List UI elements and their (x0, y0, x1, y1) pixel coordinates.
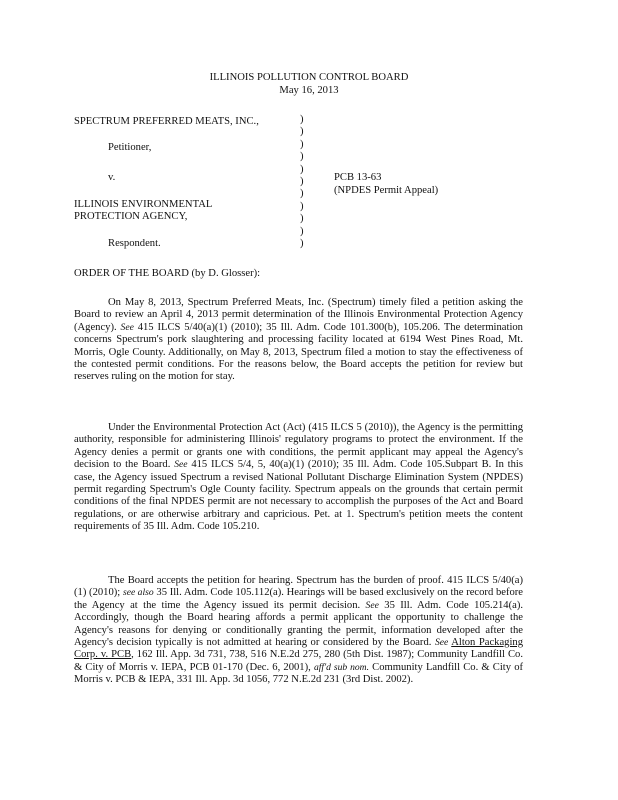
paragraph-3-text: Community Landfill Co. & City of Morris v. PCB & IEPA, 331 Ill. App. 3d 1056, 772 N.E.2d 231 (3rd Dist. 2002). (74, 661, 524, 686)
versus-label: v. (108, 172, 116, 183)
order-heading: ORDER OF THE BOARD (by D. Glosser): (74, 268, 261, 279)
respondent-name-line2: PROTECTION AGENCY, (74, 211, 188, 222)
paragraph-3-text: , 162 Ill. App. 3d 731, 738, 516 N.E.2d 275, 280 (5th Dist. 1987); Community Landfill Co. & City of Morris v. IEPA, PCB 01-170 (Dec. 6, 2001), (74, 649, 523, 673)
case-number: PCB 13-63 (334, 172, 382, 183)
paragraph-1 (74, 297, 523, 384)
paragraph-2-text: 415 ILCS 5/4, 5, 40(a)(1) (2010); 35 Ill. Adm. Code 105.Subpart B. In this case, the Agency issued Spectrum a revised National Pollutant Discharge Elimination System (NPDES) permit regarding Spectrum's Ogle County facility. Spectrum appeals on the grounds that certain permit conditions of the final NPDES permit are not necessary to accomplish the purposes of the Act and Board regulations, or are otherwise arbitrary and capricious. Pet. at 1. Spectrum's petition meets the content requirements of 35 Ill. Adm. Code 105.210. (74, 459, 523, 533)
caption-paren: ) (300, 126, 304, 138)
caption-paren: ) (300, 225, 304, 237)
caption-parentheses (300, 114, 312, 250)
paragraph-3-text: 35 Ill. Adm. Code 105.214(a). Accordingly, though the Board hearing affords a permit applicant the opportunity to challenge the Agency's reasons for denying or conditionally granting the permit, information developed after the Agency's decision typically is not admitted at hearing or considered by the Board. (74, 599, 523, 649)
paragraph-2 (74, 422, 523, 534)
paragraph-1-text: 415 ILCS 5/40(a)(1) (2010); 35 Ill. Adm. Code 101.300(b), 105.206. The determination concerns Spectrum's pork slaughtering and processing facility located at 6194 West Pines Road, Mt. Morris, Ogle County. Additionally, on May 8, 2013, Spectrum filed a motion to stay the effectiveness of the contested permit conditions. For the reasons below, the Board accepts the petition for review but reserves ruling on the motion for stay. (74, 321, 523, 383)
caption-paren: ) (300, 151, 304, 163)
paragraph-3 (74, 575, 523, 687)
paragraph-1-text: On May 8, 2013, Spectrum Preferred Meats, Inc. (Spectrum) timely filed a petition asking the Board to review an April 4, 2013 permit determination of the Illinois Environmental Protection Agency (Agency). (74, 297, 523, 333)
board-title: ILLINOIS POLLUTION CONTROL BOARD (209, 72, 409, 83)
citation-signal: See (174, 459, 188, 471)
order-date: May 16, 2013 (279, 85, 339, 96)
caption-paren: ) (300, 213, 304, 225)
caption-paren: ) (300, 138, 304, 150)
petitioner-label: Petitioner, (108, 142, 152, 153)
respondent-name-line1: ILLINOIS ENVIRONMENTAL (74, 199, 213, 210)
citation-signal: See (434, 637, 449, 649)
caption-paren: ) (300, 163, 304, 175)
caption-paren: ) (300, 175, 304, 187)
case-type: (NPDES Permit Appeal) (334, 185, 439, 196)
paragraph-3-text: 35 Ill. Adm. Code 105.112(a). Hearings will be based exclusively on the record before the Agency at the time the Agency issued its permit decision. (74, 587, 524, 611)
caption-paren: ) (300, 188, 304, 200)
citation-signal: see also (122, 587, 154, 599)
citation-signal: aff'd sub nom. (313, 661, 369, 673)
paragraph-2-text: Under the Environmental Protection Act (Act) (415 ILCS 5 (2010)), the Agency is the permitting authority, responsible for administering Illinois' regulatory programs to protect the environment. If the Agency denies a permit or grants one with conditions, the permit applicant may appeal the Agency's decision to the Board. (74, 422, 523, 471)
caption-paren: ) (300, 237, 304, 249)
paragraph-3-text: The Board accepts the petition for hearing. Spectrum has the burden of proof. 415 ILCS 5/40(a)(1) (2010); (74, 575, 523, 599)
respondent-label: Respondent. (108, 238, 161, 249)
petitioner-name: SPECTRUM PREFERRED MEATS, INC., (74, 116, 259, 127)
case-citation: Alton Packaging Corp. v. PCB (74, 637, 523, 661)
citation-signal: See (120, 321, 134, 333)
caption-paren: ) (300, 114, 304, 125)
citation-signal: See (365, 599, 379, 611)
caption-paren: ) (300, 200, 304, 212)
